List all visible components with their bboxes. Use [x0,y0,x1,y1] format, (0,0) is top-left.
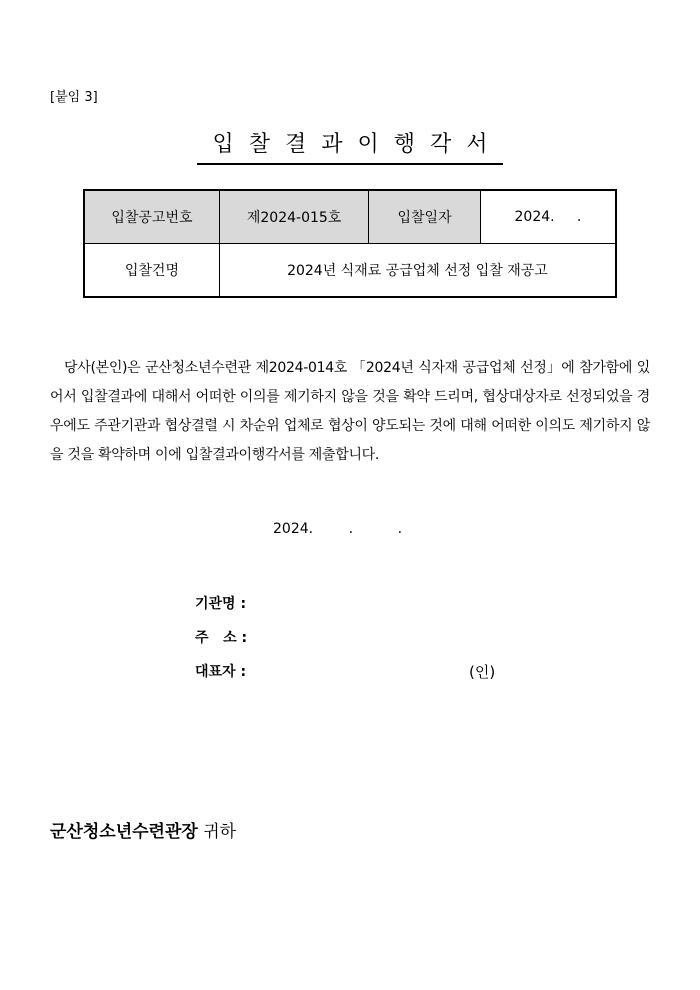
declaration-text [50,354,650,470]
bid-name-value: 2024년 식재료 공급업체 선정 입찰 재공고 [219,244,616,298]
signing-date: 2024. . . [273,521,403,537]
org-name-label: 기관명 : [195,596,247,612]
bid-date-label: 입찰일자 [369,190,481,244]
seal-mark: (인) [469,663,496,681]
recipient-honorific: 귀하 [203,822,237,842]
table-row [84,244,616,298]
document-title: 입찰결과이행각서 [197,130,502,165]
bid-number-label: 입찰공고번호 [84,190,219,244]
table-row [84,190,616,244]
bid-number-value: 제2024-015호 [219,190,368,244]
bid-info-table [83,189,617,298]
attachment-label: [붙임 3] [50,90,98,105]
bid-name-label: 입찰건명 [84,244,219,298]
representative-label: 대표자 : [195,664,247,680]
recipient-name: 군산청소년수련관장 [50,822,198,842]
document-title-wrapper [0,130,700,165]
address-label: 주 소 : [195,630,248,646]
declaration-paragraph: 당사(본인)은 군산청소년수련관 제2024-014호 「2024년 식자재 공급업체 선정」에 참가함에 있어서 입찰결과에 대해서 어떠한 이의를 제기하지 않을 것을 확약 드리며, 협상대상자로 선정되었을 경우에도 주관기관과 협상결렬 시 차순위 업체로 협상이 양도되는 것에 대해 어떠한 이의도 제기하지 않을 것을 확약하며 이에 입찰결과이행각서를 제출합니다. [50,360,650,463]
bid-date-value: 2024. . [480,190,616,244]
recipient [50,817,236,842]
